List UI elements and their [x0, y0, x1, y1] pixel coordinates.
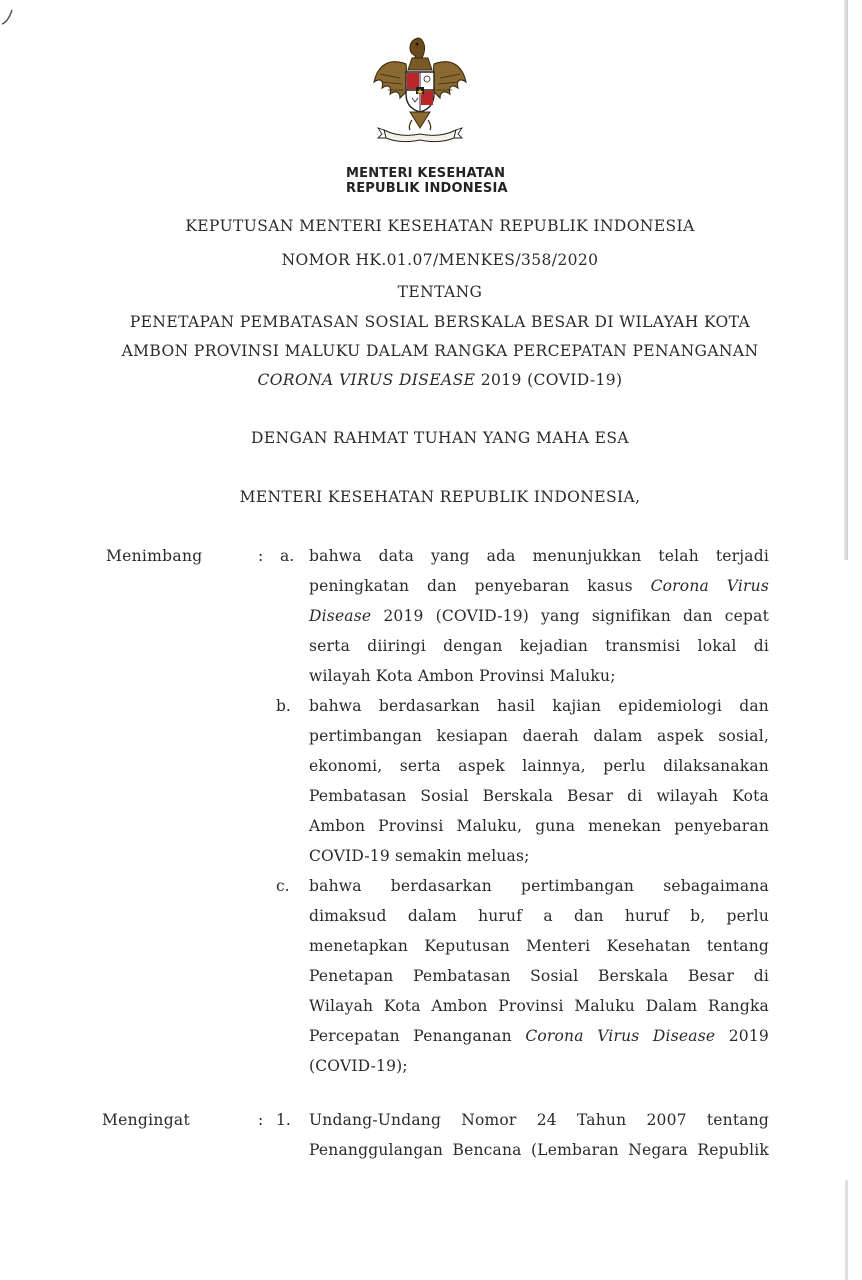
garuda-emblem-icon [370, 34, 470, 146]
item-c-line-2: dimaksud dalam huruf a dan huruf b, perlu [309, 907, 769, 925]
item-c-line-6-text: Percepatan Penanganan [309, 1027, 526, 1045]
ministry-line-2: REPUBLIK INDONESIA [346, 181, 508, 196]
corner-tick-mark [0, 6, 22, 28]
decree-subject-line-3 [90, 371, 790, 389]
decree-title: KEPUTUSAN MENTERI KESEHATAN REPUBLIK INDONESIA [185, 217, 695, 235]
decree-subject-line-2: AMBON PROVINSI MALUKU DALAM RANGKA PERCEPATAN PENANGANAN [121, 342, 759, 360]
item-c-line-6 [309, 1027, 769, 1045]
item-1-marker: 1. [276, 1111, 291, 1129]
item-c-line-1: bahwa berdasarkan pertimbangan sebagaimana [309, 877, 769, 895]
item-b-line-1: bahwa berdasarkan hasil kajian epidemiologi dan [309, 697, 769, 715]
ministry-line-1: MENTERI KESEHATAN [346, 166, 506, 181]
item-c-line-5: Wilayah Kota Ambon Provinsi Maluku Dalam Rangka [309, 997, 769, 1015]
item-a-line-2-text: peningkatan dan penyebaran kasus [309, 577, 651, 595]
menimbang-colon: : [258, 547, 264, 565]
item-a-line-3-text: 2019 (COVID-19) yang signifikan dan cepat [371, 607, 769, 625]
mengingat-colon: : [258, 1111, 264, 1129]
mengingat-label: Mengingat [102, 1111, 190, 1129]
item-c-line-6-italic: Corona Virus Disease [525, 1027, 716, 1045]
item-a-line-4: serta diiringi dengan kejadian transmisi lokal di [309, 637, 769, 655]
item-b-line-2: pertimbangan kesiapan daerah dalam aspek sosial, [309, 727, 769, 745]
item-b-line-6: COVID-19 semakin meluas; [309, 847, 530, 865]
item-a-line-1: bahwa data yang ada menunjukkan telah terjadi [309, 547, 769, 565]
item-b-line-5: Ambon Provinsi Maluku, guna menekan penyebaran [309, 817, 769, 835]
item-a-marker: a. [280, 547, 295, 565]
item-1-line-1: Undang-Undang Nomor 24 Tahun 2007 tentang [309, 1111, 769, 1129]
decree-about: TENTANG [397, 283, 483, 301]
item-c-line-6-year: 2019 [715, 1027, 769, 1045]
page-edge-shadow-lower [845, 1180, 848, 1280]
item-b-line-4: Pembatasan Sosial Berskala Besar di wilayah Kota [309, 787, 769, 805]
item-b-marker: b. [276, 697, 291, 715]
item-c-marker: c. [276, 877, 290, 895]
item-c-line-3: menetapkan Keputusan Menteri Kesehatan tentang [309, 937, 769, 955]
blessing-line: DENGAN RAHMAT TUHAN YANG MAHA ESA [251, 429, 629, 447]
ministry-letterhead [346, 166, 546, 196]
subject-line-3-rest: 2019 (COVID-19) [475, 371, 623, 389]
item-a-line-2 [309, 577, 769, 595]
item-c-line-7: (COVID-19); [309, 1057, 408, 1075]
item-a-line-3 [309, 607, 769, 625]
minister-line: MENTERI KESEHATAN REPUBLIK INDONESIA, [239, 488, 641, 506]
item-a-line-2-italic: Corona Virus [650, 577, 769, 595]
decree-number: NOMOR HK.01.07/MENKES/358/2020 [281, 251, 599, 269]
decree-subject-line-1: PENETAPAN PEMBATASAN SOSIAL BERSKALA BESAR DI WILAYAH KOTA [129, 313, 751, 331]
menimbang-label: Menimbang [106, 547, 203, 565]
item-a-line-5: wilayah Kota Ambon Provinsi Maluku; [309, 667, 616, 685]
item-c-line-4: Penetapan Pembatasan Sosial Berskala Besar di [309, 967, 769, 985]
item-1-line-2: Penanggulangan Bencana (Lembaran Negara Republik [309, 1141, 769, 1159]
subject-italic-term: CORONA VIRUS DISEASE [257, 371, 476, 389]
page-edge-shadow [844, 0, 848, 560]
item-a-line-3-italic: Disease [309, 607, 372, 625]
item-b-line-3: ekonomi, serta aspek lainnya, perlu dilaksanakan [309, 757, 769, 775]
